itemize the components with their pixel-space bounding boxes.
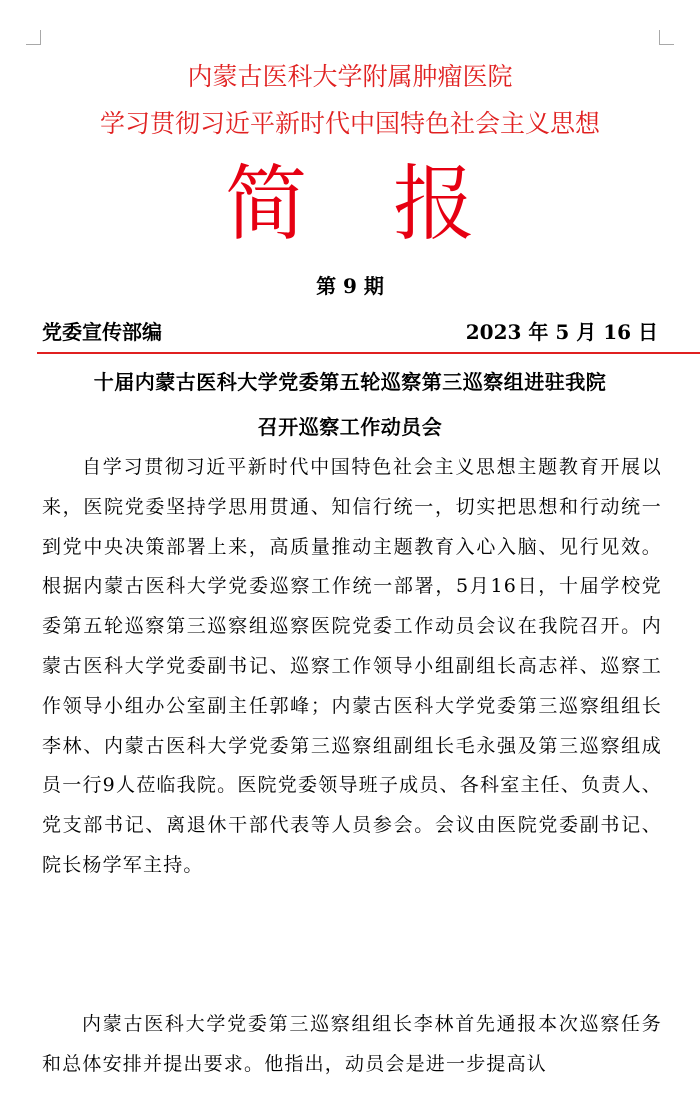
article-title-line1: 十届内蒙古医科大学党委第五轮巡察第三巡察组进驻我院 bbox=[93, 370, 607, 394]
editor-department: 党委宣传部编 bbox=[42, 320, 162, 344]
article-paragraph: 内蒙古医科大学党委第三巡察组组长李林首先通报本次巡察任务和总体安排并提出要求。他指出，动员会是进一步提高认 bbox=[42, 1013, 662, 1075]
crop-mark-top-right bbox=[659, 30, 674, 45]
crop-mark-top-left bbox=[26, 30, 41, 45]
masthead-char: 报 bbox=[392, 157, 475, 252]
masthead-char: 简 bbox=[224, 157, 307, 252]
organization-name: 内蒙古医科大学附属肿瘤医院 bbox=[187, 62, 513, 91]
campaign-name: 学习贯彻习近平新时代中国特色社会主义思想 bbox=[99, 109, 600, 138]
publish-date: 2023 年 5 月 16 日 bbox=[465, 320, 658, 344]
masthead-title bbox=[0, 150, 700, 260]
issue-number: 第 9 期 bbox=[316, 274, 384, 298]
article-paragraph: 自学习贯彻习近平新时代中国特色社会主义思想主题教育开展以来，医院党委坚持学思用贯通、知信行统一，切实把思想和行动统一到党中央决策部署上来，高质量推动主题教育入心入脑、见行见效。根据内蒙古医科大学党委巡察工作统一部署，5月16日，十届学校党委第五轮巡察第三巡察组巡察医院党委工作动员会议在我院召开。内蒙古医科大学党委副书记、巡察工作领导小组副组长高志祥、巡察工作领导小组办公室副主任郭峰；内蒙古医科大学党委第三巡察组组长李林、内蒙古医科大学党委第三巡察组副组长毛永强及第三巡察组成员一行9人莅临我院。医院党委领导班子成员、各科室主任、负责人、党支部书记、离退休干部代表等人员参会。会议由医院党委副书记、院长杨学军主持。 bbox=[42, 456, 662, 876]
article-title-line2: 召开巡察工作动员会 bbox=[257, 415, 443, 439]
red-divider-line bbox=[37, 352, 700, 354]
